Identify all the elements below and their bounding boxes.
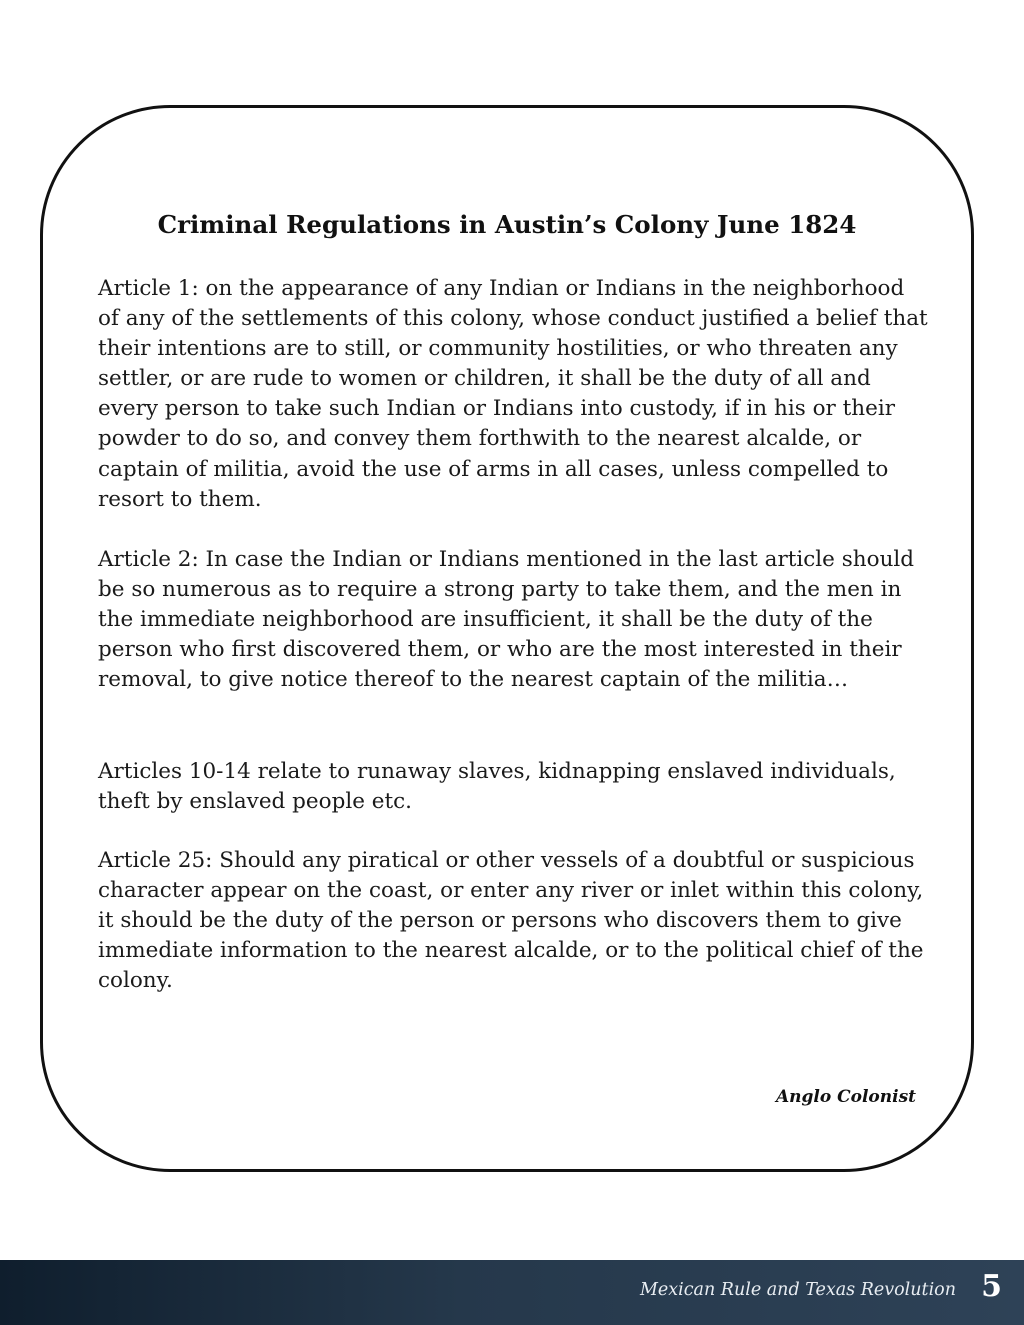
attribution: Anglo Colonist [775, 1087, 916, 1107]
page-footer [0, 1260, 1024, 1325]
page-number: 5 [981, 1269, 1002, 1304]
article-2: Article 2: In case the Indian or Indians mentioned in the last article should be so numerous as to require a strong party to take them, and the men in the immediate neighborhood are insufficient, it shall be the duty of the person who first discovered them, or who are the most interested in their removal, to give notice thereof to the nearest captain of the militia… [98, 547, 915, 693]
article-25: Article 25: Should any piratical or other vessels of a doubtful or suspicious character appear on the coast, or enter any river or inlet within this colony, it should be the duty of the person or persons who discovers them to give immediate information to the nearest alcalde, or to the political chief of the colony. [98, 848, 924, 994]
document-title: Criminal Regulations in Austin’s Colony June 1824 [157, 210, 857, 239]
articles-10-14: Articles 10-14 relate to runaway slaves, kidnapping enslaved individuals, theft by enslaved people etc. [98, 759, 896, 815]
footer-title: Mexican Rule and Texas Revolution [639, 1280, 956, 1300]
article-1: Article 1: on the appearance of any Indian or Indians in the neighborhood of any of the settlements of this colony, whose conduct justified a belief that their intentions are to still, or community hostilities, or who threaten any settler, or are rude to women or children, it shall be the duty of all and every person to take such Indian or Indians into custody, if in his or their powder to do so, and convey them forthwith to the nearest alcalde, or captain of militia, avoid the use of arms in all cases, unless compelled to resort to them. [98, 276, 928, 512]
